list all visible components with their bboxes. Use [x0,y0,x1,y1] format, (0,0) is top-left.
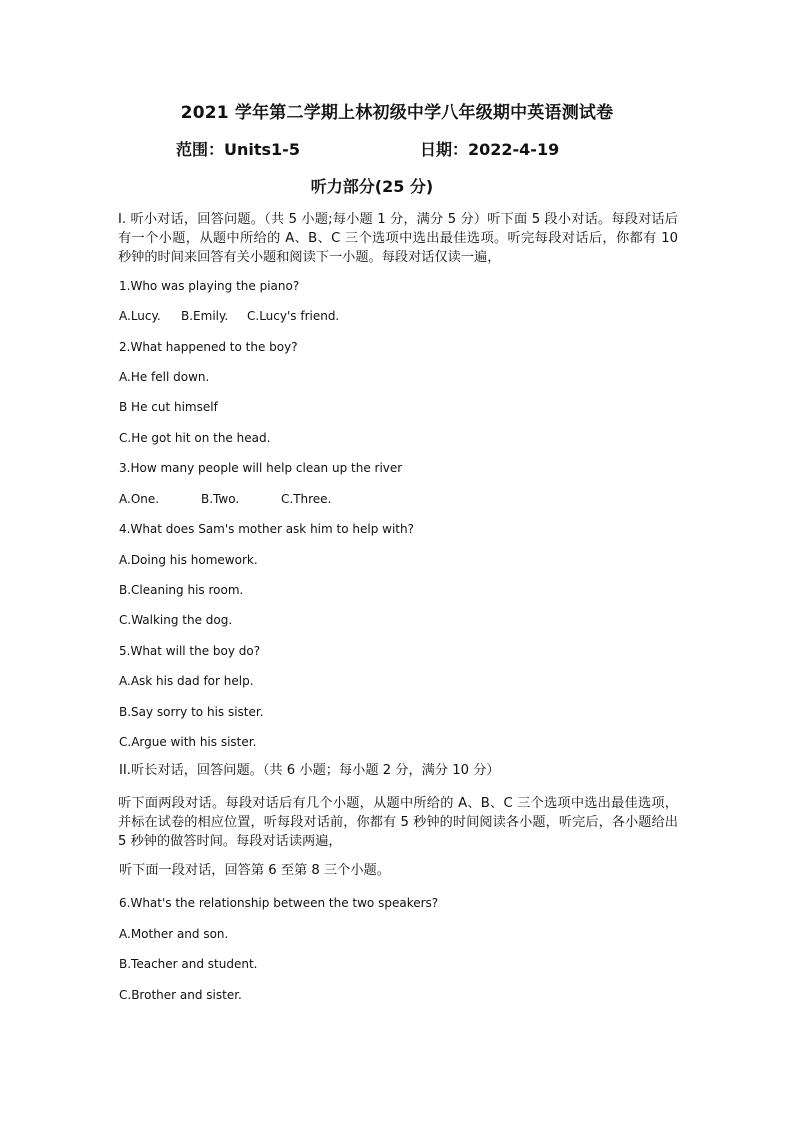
question-5: 5.What will the boy do? [119,644,261,658]
question-6-option-a: A.Mother and son. [119,927,229,941]
option-a: A.Lucy. [119,309,161,323]
question-2-option-a: A.He fell down. [119,370,210,384]
exam-date: 日期：2022-4-19 [420,140,560,159]
question-2-option-b: B He cut himself [119,400,218,414]
question-1-options [119,308,339,324]
option-a: A.One. [119,492,160,506]
question-2: 2.What happened to the boy? [119,340,298,354]
question-1: 1.Who was playing the piano? [119,279,300,293]
question-4-option-c: C.Walking the dog. [119,613,233,627]
option-c: C.Lucy's friend. [247,309,340,323]
question-6-option-c: C.Brother and sister. [119,988,242,1002]
question-3: 3.How many people will help clean up the river [119,461,403,475]
part2-instructions: 听下面两段对话。每段对话后有几个小题，从题中所给的 A、B、C 三个选项中选出最佳选项，并标在试卷的相应位置，听每段对话前，你都有 5 秒钟的时间阅读各小题，听完后，各小题给出 5 秒钟的做答时间。每段对话读两遍， [118,796,678,849]
question-5-option-b: B.Say sorry to his sister. [119,705,264,719]
option-b: B.Emily. [181,309,229,323]
question-4: 4.What does Sam's mother ask him to help with? [119,522,414,536]
part2-sub-instruction: 听下面一段对话，回答第 6 至第 8 三个小题。 [119,863,390,878]
question-4-option-a: A.Doing his homework. [119,553,258,567]
part2-heading: II.听长对话，回答问题。（共 6 小题；每小题 2 分，满分 10 分） [119,763,500,778]
option-b: B.Two. [201,492,240,506]
question-6: 6.What's the relationship between the two speakers? [119,896,439,910]
question-4-option-b: B.Cleaning his room. [119,583,244,597]
question-3-options [119,491,331,507]
question-5-option-a: A.Ask his dad for help. [119,674,254,688]
exam-title: 2021 学年第二学期上林初级中学八年级期中英语测试卷 [180,103,614,123]
part1-instructions: I. 听小对话，回答问题。（共 5 小题;每小题 1 分，满分 5 分）听下面 5 段小对话。每段对话后有一个小题，从题中所给的 A、B、C 三个选项中选出最佳选项。听完每段对话后，你都有 10 秒钟的时间来回答有关小题和阅读下一小题。每段对话仅读一遍， [118,212,678,265]
section-heading: 听力部分(25 分) [310,177,434,196]
question-6-option-b: B.Teacher and student. [119,957,258,971]
exam-scope: 范围：Units1-5 [176,140,300,159]
option-c: C.Three. [281,492,332,506]
question-2-option-c: C.He got hit on the head. [119,431,271,445]
question-5-option-c: C.Argue with his sister. [119,735,257,749]
